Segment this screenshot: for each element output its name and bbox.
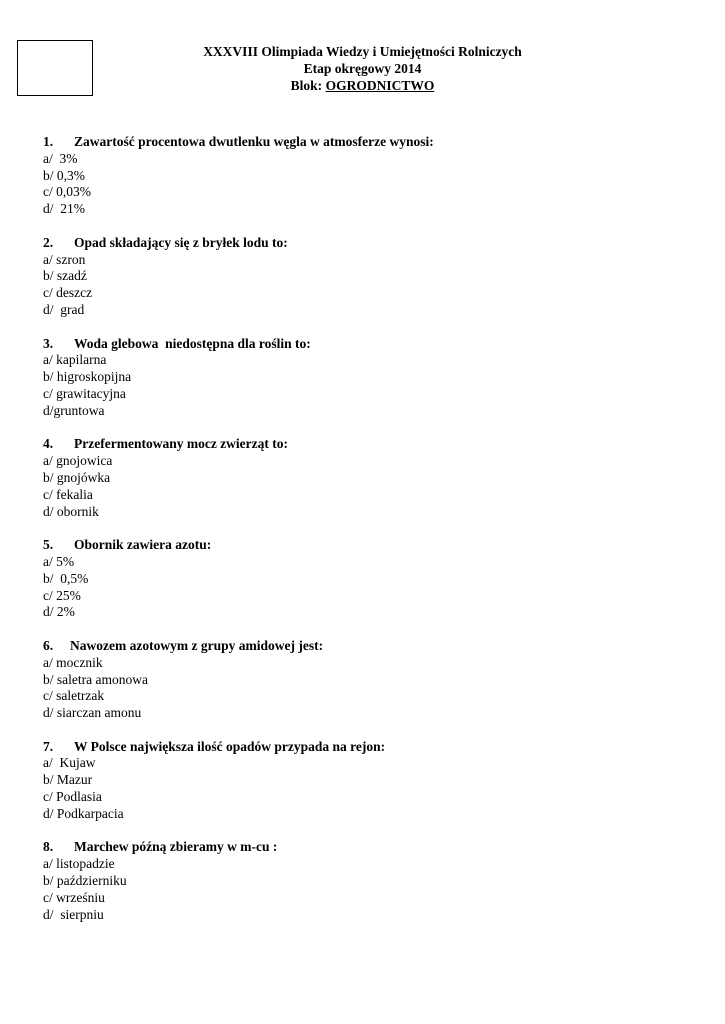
answer-b: b/ październiku — [43, 873, 127, 889]
question-6 — [43, 638, 703, 722]
answer-c: c/ grawitacyjna — [43, 385, 126, 401]
question-title — [43, 134, 703, 151]
question-3 — [43, 336, 703, 420]
question-number: 5. — [43, 537, 54, 553]
answer-a: a/ kapilarna — [43, 352, 107, 368]
answer-d: d/ 2% — [43, 604, 75, 620]
document-header — [0, 43, 725, 94]
olympiad-title: XXXVIII Olimpiada Wiedzy i Umiejętności Rolniczych — [203, 44, 522, 59]
question-title — [43, 336, 703, 353]
question-5 — [43, 537, 703, 621]
question-text: Obornik zawiera azotu: — [74, 537, 212, 553]
question-number: 6. — [43, 637, 54, 653]
answer-a: a/ mocznik — [43, 654, 103, 670]
question-title — [43, 739, 703, 756]
answer-d: d/ Podkarpacia — [43, 805, 124, 821]
question-text: Woda glebowa niedostępna dla roślin to: — [74, 335, 311, 351]
question-text: Przefermentowany mocz zwierząt to: — [74, 436, 289, 452]
question-title — [43, 436, 703, 453]
question-title — [43, 839, 703, 856]
question-title — [43, 638, 703, 655]
answer-a: a/ Kujaw — [43, 755, 96, 771]
answer-d: d/ siarczan amonu — [43, 705, 142, 721]
block-prefix: Blok: — [290, 78, 326, 93]
question-8 — [43, 839, 703, 923]
question-list — [43, 134, 703, 940]
answer-d: d/ grad — [43, 301, 85, 317]
question-number: 2. — [43, 234, 54, 250]
question-number: 8. — [43, 839, 54, 855]
answer-b: b/ saletra amonowa — [43, 671, 148, 687]
answer-d: d/ sierpniu — [43, 906, 104, 922]
answer-c: c/ saletrzak — [43, 688, 105, 704]
answer-a: a/ 5% — [43, 553, 75, 569]
question-7 — [43, 739, 703, 823]
question-text: Nawozem azotowym z grupy amidowej jest: — [70, 637, 324, 653]
question-text: Zawartość procentowa dwutlenku węgla w atmosferze wynosi: — [74, 134, 434, 149]
answer-c: c/ fekalia — [43, 486, 93, 502]
answer-c: c/ 25% — [43, 587, 81, 603]
answer-c: c/ deszcz — [43, 285, 93, 301]
question-title — [43, 235, 703, 252]
answer-b: b/ 0,3% — [43, 167, 85, 183]
question-number: 1. — [43, 134, 54, 149]
answer-d: d/gruntowa — [43, 402, 105, 418]
answer-a: a/ gnojowica — [43, 453, 113, 469]
answer-a: a/ szron — [43, 251, 86, 267]
question-text: Marchew późną zbieramy w m-cu : — [74, 839, 278, 855]
question-text: Opad składający się z bryłek lodu to: — [74, 234, 288, 250]
answer-a: a/ listopadzie — [43, 856, 115, 872]
question-number: 3. — [43, 335, 54, 351]
question-1 — [43, 134, 703, 218]
answer-b: b/ szadź — [43, 268, 87, 284]
answer-c: c/ wrześniu — [43, 889, 105, 905]
answer-b: b/ higroskopijna — [43, 369, 132, 385]
answer-b: b/ 0,5% — [43, 570, 89, 586]
question-text: W Polsce największa ilość opadów przypada na rejon: — [74, 738, 386, 754]
question-title — [43, 537, 703, 554]
block-title — [0, 77, 725, 94]
question-number: 7. — [43, 738, 54, 754]
question-2 — [43, 235, 703, 319]
answer-d: d/ obornik — [43, 503, 99, 519]
question-4 — [43, 436, 703, 520]
answer-b: b/ Mazur — [43, 772, 93, 788]
answer-c: c/ 0,03% — [43, 184, 91, 200]
stage-title: Etap okręgowy 2014 — [303, 61, 422, 76]
answer-a: a/ 3% — [43, 150, 78, 166]
answer-b: b/ gnojówka — [43, 469, 111, 485]
question-number: 4. — [43, 436, 54, 452]
answer-c: c/ Podlasia — [43, 789, 102, 805]
answer-d: d/ 21% — [43, 201, 85, 217]
block-name: OGRODNICTWO — [325, 78, 435, 93]
